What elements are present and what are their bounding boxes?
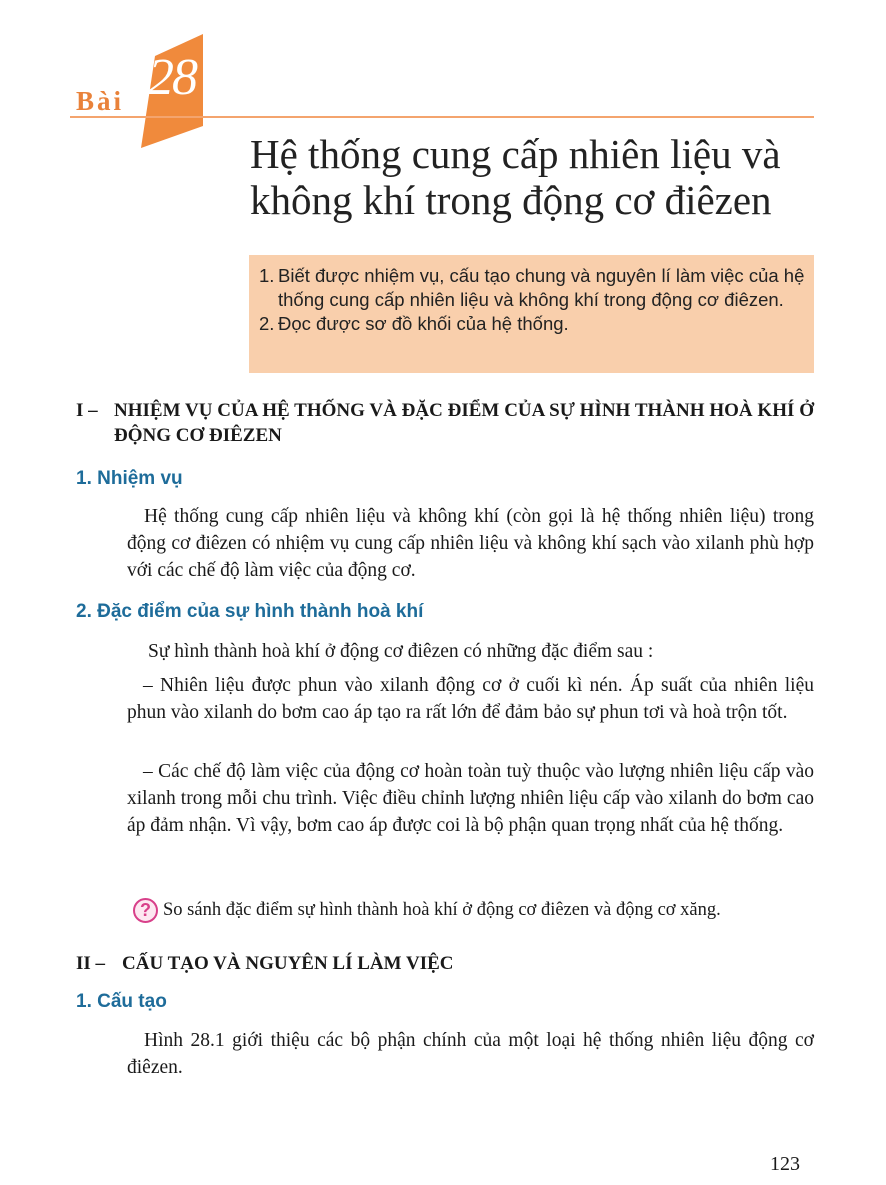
subsection-1-2-bullet-2: – Các chế độ làm việc của động cơ hoàn toàn tuỳ thuộc vào lượng nhiên liệu cấp vào xilanh trong mỗi chu trình. Việc điều chỉnh lượng nhiên liệu cấp vào xilanh do bơm cao áp đảm nhận. Vì vậy, bơm cao áp được coi là bộ phận quan trọng nhất của hệ thống. xyxy=(127,761,814,836)
objective-number: 1. xyxy=(259,265,275,286)
section-2-title: CẤU TẠO VÀ NGUYÊN LÍ LÀM VIỆC xyxy=(122,953,454,974)
title-line-2: không khí trong động cơ điêzen xyxy=(250,177,772,223)
objectives-box xyxy=(249,255,814,373)
section-1-number: I – xyxy=(76,400,98,421)
lesson-label: Bài xyxy=(76,86,125,116)
question-mark-icon: ? xyxy=(133,898,158,923)
subsection-1-2-bullet-1: – Nhiên liệu được phun vào xilanh động cơ ở cuối kì nén. Áp suất của nhiên liệu phun vào xilanh do bơm cao áp tạo ra rất lớn để đảm bảo sự phun tơi và hoà trộn tốt. xyxy=(127,675,814,723)
subsection-1-2-intro: Sự hình thành hoà khí ở động cơ điêzen có những đặc điểm sau : xyxy=(148,641,654,662)
objective-item xyxy=(259,264,806,312)
lesson-number: 28 xyxy=(148,49,196,106)
lesson-title xyxy=(250,131,830,223)
subsection-1-1-heading: 1. Nhiệm vụ xyxy=(76,468,183,489)
title-line-1: Hệ thống cung cấp nhiên liệu và xyxy=(250,131,781,177)
objective-number: 2. xyxy=(259,313,275,334)
question-text: So sánh đặc điểm sự hình thành hoà khí ở động cơ điêzen và động cơ xăng. xyxy=(163,900,721,920)
section-1-title: NHIỆM VỤ CỦA HỆ THỐNG VÀ ĐẶC ĐIỂM CỦA SỰ HÌNH THÀNH HOÀ KHÍ Ở ĐỘNG CƠ ĐIÊZEN xyxy=(114,400,814,446)
subsection-1-2-heading: 2. Đặc điểm của sự hình thành hoà khí xyxy=(76,601,424,622)
header-rule xyxy=(70,116,814,118)
objective-text: Đọc được sơ đồ khối của hệ thống. xyxy=(278,313,569,334)
section-1-heading xyxy=(76,398,814,448)
objective-text: Biết được nhiệm vụ, cấu tạo chung và nguyên lí làm việc của hệ thống cung cấp nhiên liệu và không khí trong động cơ điêzen. xyxy=(278,265,805,310)
objective-item xyxy=(259,312,806,336)
section-2-number: II – xyxy=(76,953,106,974)
subsection-1-1-paragraph: Hệ thống cung cấp nhiên liệu và không khí (còn gọi là hệ thống nhiên liệu) trong động cơ điêzen có nhiệm vụ cung cấp nhiên liệu và không khí sạch vào xilanh phù hợp với các chế độ làm việc của động cơ. xyxy=(127,506,814,581)
subsection-2-1-paragraph: Hình 28.1 giới thiệu các bộ phận chính của một loại hệ thống nhiên liệu động cơ điêzen. xyxy=(127,1030,814,1078)
subsection-2-1-heading: 1. Cấu tạo xyxy=(76,991,167,1012)
section-2-heading xyxy=(76,951,814,976)
page-number: 123 xyxy=(770,1153,800,1175)
